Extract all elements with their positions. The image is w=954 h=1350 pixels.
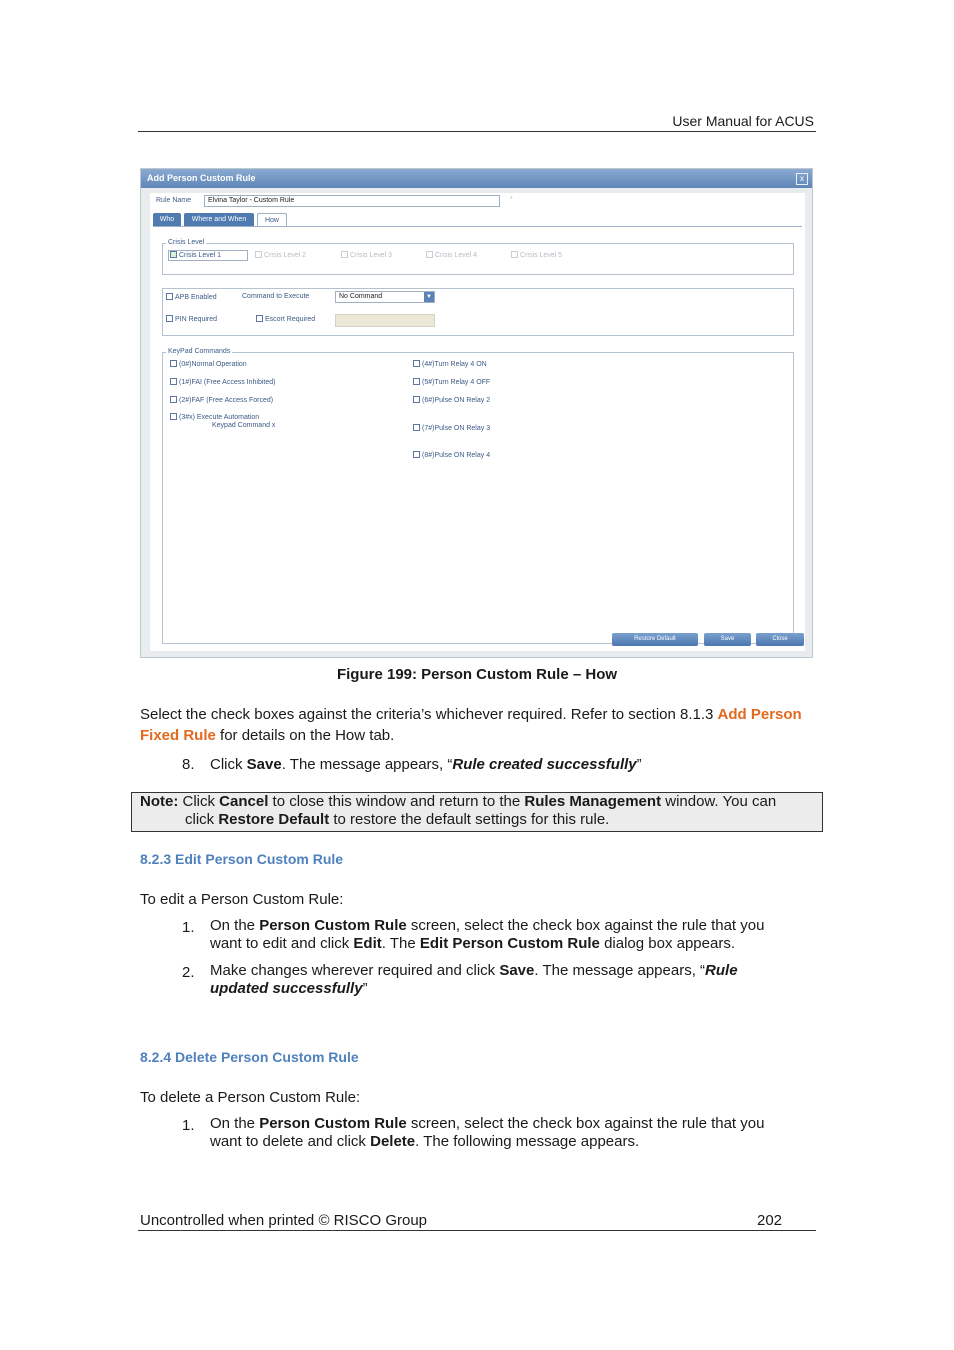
keypad-cmd-6[interactable]: (6#)Pulse ON Relay 2 [413, 396, 490, 404]
edit-step-1: On the Person Custom Rule screen, select the check box against the rule that you want to edit and click Edit. The Edit Person Custom Rule dialog box appears. [210, 917, 765, 952]
dialog-title: Add Person Custom Rule [147, 173, 256, 183]
apb-enabled[interactable]: APB Enabled [166, 293, 217, 301]
checkbox[interactable] [413, 378, 420, 385]
checkbox[interactable] [511, 251, 518, 258]
close-icon[interactable]: x [796, 173, 808, 185]
checkbox[interactable] [413, 396, 420, 403]
crisis-level-3[interactable]: Crisis Level 3 [341, 251, 392, 259]
keypad-cmd-2[interactable]: (2#)FAF (Free Access Forced) [170, 396, 273, 404]
dialog-body [150, 193, 805, 651]
note-text-line-2: click Restore Default to restore the default settings for this rule. [185, 811, 610, 828]
delete-step-1: On the Person Custom Rule screen, select the check box against the rule that you want to delete and click Delete. The following message appears. [210, 1115, 765, 1150]
keypad-cmd-3[interactable]: (3#x) Execute Automation [170, 413, 259, 421]
command-select[interactable]: No Command ▼ [335, 291, 435, 303]
keypad-commands-legend: KeyPad Commands [168, 348, 231, 355]
command-to-execute-label: Command to Execute [242, 293, 310, 300]
keypad-cmd-4[interactable]: (4#)Turn Relay 4 ON [413, 360, 487, 368]
step-8-text: Click Save. The message appears, “Rule created successfully” [210, 756, 642, 773]
checkbox[interactable] [170, 378, 177, 385]
checkbox[interactable] [256, 315, 263, 322]
checkbox[interactable] [413, 451, 420, 458]
crisis-level-1[interactable]: Crisis Level 1 [170, 251, 221, 259]
step-number: 8. [182, 756, 195, 773]
keypad-cmd-5[interactable]: (5#)Turn Relay 4 OFF [413, 378, 490, 386]
dialog-title-bar [141, 169, 812, 188]
restore-default-button[interactable]: Restore Default [612, 633, 698, 646]
escort-select-disabled [335, 314, 435, 327]
step-number: 1. [182, 1117, 195, 1134]
note-box [131, 792, 823, 832]
keypad-cmd-8[interactable]: (8#)Pulse ON Relay 4 [413, 451, 490, 459]
checkbox[interactable] [170, 396, 177, 403]
rule-name-label: Rule Name [156, 197, 192, 204]
running-header: User Manual for ACUS [672, 113, 814, 129]
close-button[interactable]: Close [756, 633, 804, 646]
chevron-down-icon[interactable]: ▼ [424, 292, 434, 302]
tab-strip-line [153, 226, 802, 227]
tab-who[interactable]: Who [153, 213, 181, 226]
crisis-level-5[interactable]: Crisis Level 5 [511, 251, 562, 259]
keypad-cmd-7[interactable]: (7#)Pulse ON Relay 3 [413, 424, 490, 432]
figure-screenshot [140, 168, 813, 658]
checkbox[interactable] [166, 293, 173, 300]
add-person-fixed-rule-link[interactable]: Add Person Fixed Rule [140, 706, 802, 744]
required-asterisk: * [510, 196, 513, 203]
save-button[interactable]: Save [704, 633, 751, 646]
checkbox[interactable] [170, 413, 177, 420]
crisis-level-4[interactable]: Crisis Level 4 [426, 251, 477, 259]
escort-required[interactable]: Escort Required [256, 315, 315, 323]
figure-caption: Figure 199: Person Custom Rule – How [336, 666, 618, 683]
header-rule [138, 131, 816, 132]
page-number: 202 [757, 1212, 783, 1229]
checkbox[interactable] [170, 360, 177, 367]
keypad-cmd-0[interactable]: (0#)Normal Operation [170, 360, 247, 368]
checkbox-checked[interactable] [170, 251, 177, 258]
keypad-cmd-3-extra: Keypad Command x [212, 422, 276, 429]
footer-copyright: Uncontrolled when printed © RISCO Group [140, 1212, 428, 1229]
section-heading-8-2-3: 8.2.3 Edit Person Custom Rule [140, 851, 344, 867]
crisis-level-fieldset [162, 243, 794, 275]
pin-required[interactable]: PIN Required [166, 315, 217, 323]
intro-paragraph: Select the check boxes against the criteria’s whichever required. Refer to section 8.1.3 Add Person Fixed Rule for details on the How tab. [140, 706, 802, 744]
edit-step-2: Make changes wherever required and click Save. The message appears, “Rule updated successfully” [210, 962, 738, 997]
step-number: 2. [182, 964, 195, 981]
checkbox[interactable] [166, 315, 173, 322]
tab-how[interactable]: How [257, 213, 287, 226]
keypad-cmd-1[interactable]: (1#)FAI (Free Access Inhibited) [170, 378, 275, 386]
rule-name-input[interactable]: Elvina Taylor - Custom Rule [204, 195, 500, 207]
section-8-2-4-intro: To delete a Person Custom Rule: [140, 1089, 361, 1106]
crisis-level-legend: Crisis Level [168, 239, 205, 246]
checkbox[interactable] [426, 251, 433, 258]
note-label: Note: [140, 793, 179, 810]
footer-rule [138, 1230, 816, 1231]
section-heading-8-2-4: 8.2.4 Delete Person Custom Rule [140, 1049, 359, 1065]
checkbox[interactable] [341, 251, 348, 258]
checkbox[interactable] [413, 424, 420, 431]
crisis-level-2[interactable]: Crisis Level 2 [255, 251, 306, 259]
checkbox[interactable] [255, 251, 262, 258]
section-8-2-3-intro: To edit a Person Custom Rule: [140, 891, 344, 908]
step-number: 1. [182, 919, 195, 936]
checkbox[interactable] [413, 360, 420, 367]
tab-where-and-when[interactable]: Where and When [184, 213, 254, 226]
note-text-line-1: Note: Click Cancel to close this window and return to the Rules Management window. You can [140, 793, 777, 810]
